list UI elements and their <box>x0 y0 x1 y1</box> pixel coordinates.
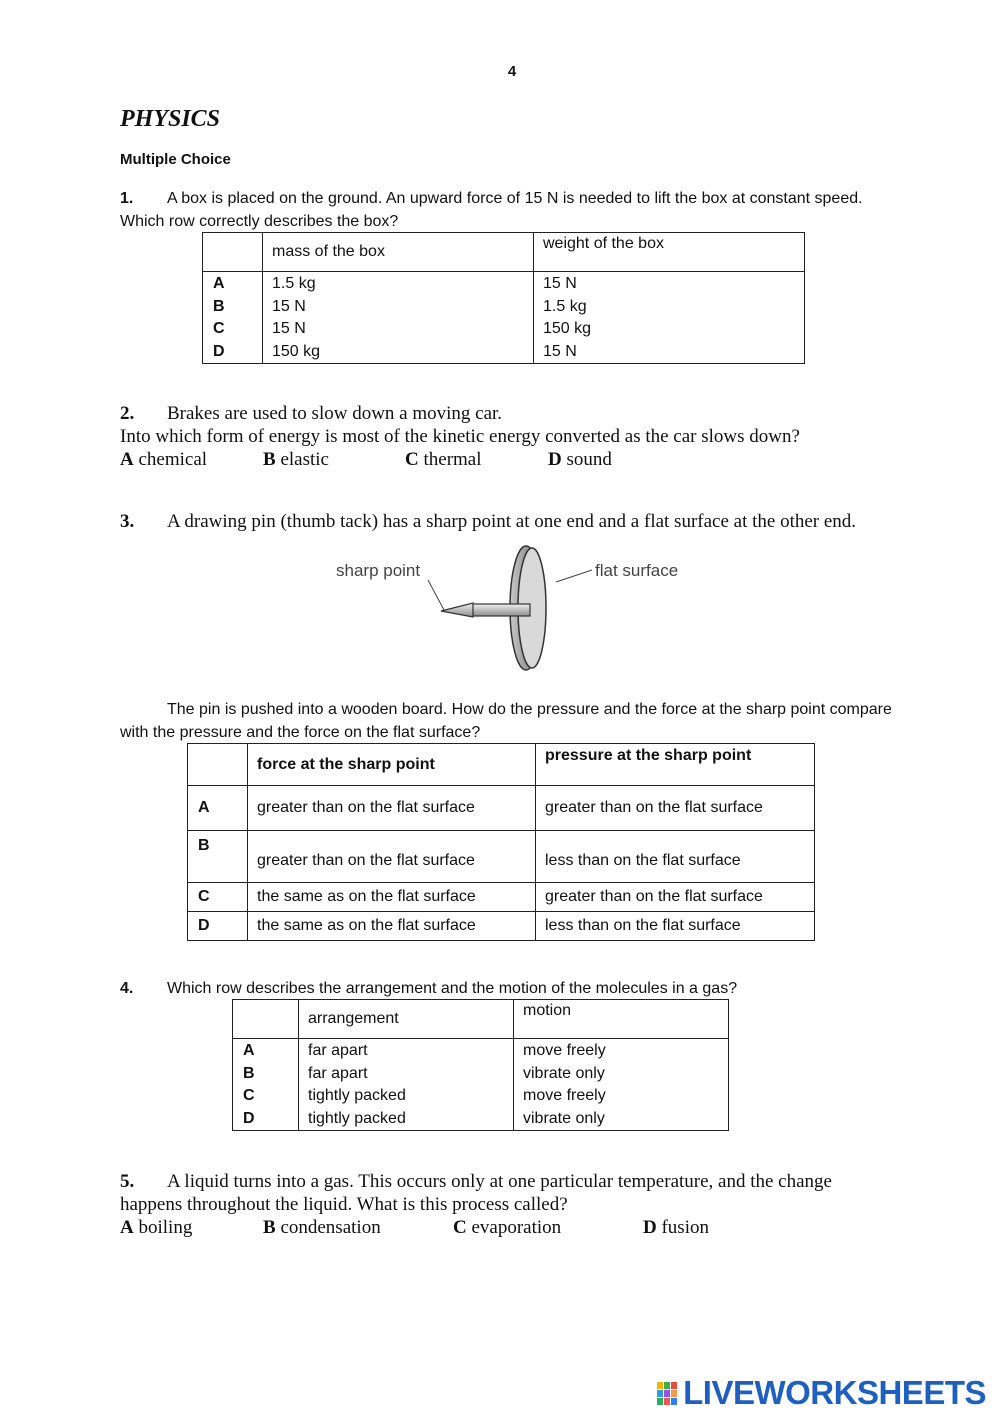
row-letter: D <box>188 912 248 941</box>
question-text: happens throughout the liquid. What is this process called? <box>120 1194 568 1215</box>
option-b: B condensation <box>263 1217 381 1238</box>
question-text: The pin is pushed into a wooden board. How do the pressure and the force at the sharp point compare with the pressure and the force on the flat surface? <box>120 701 892 741</box>
table-header: arrangement <box>299 1000 514 1039</box>
table-header: mass of the box <box>263 233 534 272</box>
column-weight: 15 N 1.5 kg 150 kg 15 N <box>534 272 805 364</box>
question-text: A liquid turns into a gas. This occurs only at one particular temperature, and the change <box>167 1171 832 1192</box>
row-letter: A <box>188 786 248 831</box>
table-cell: greater than on the flat surface <box>248 786 536 831</box>
option-a: A chemical <box>120 449 208 470</box>
liveworksheets-icon <box>657 1382 679 1406</box>
table-corner <box>188 744 248 786</box>
column-arrangement: far apart far apart tightly packed tightly packed <box>299 1039 514 1131</box>
flat-surface-leader <box>556 570 592 582</box>
table-cell: less than on the flat surface <box>536 831 815 883</box>
question-text: Into which form of energy is most of the kinetic energy converted as the car slows down? <box>120 426 800 447</box>
drawing-pin-diagram <box>320 540 720 680</box>
table-cell: less than on the flat surface <box>536 912 815 941</box>
page-number: 4 <box>507 63 517 80</box>
question-2 <box>120 402 920 448</box>
answer-table-q1 <box>202 232 805 364</box>
question-number: 1. <box>120 190 134 207</box>
table-cell: greater than on the flat surface <box>536 786 815 831</box>
option-d: D fusion <box>643 1217 709 1238</box>
label-sharp-point: sharp point <box>336 561 421 580</box>
pin-shaft <box>441 603 530 617</box>
row-letter: C <box>188 883 248 912</box>
question-number: 2. <box>120 403 135 424</box>
question-text: Which row describes the arrangement and the motion of the molecules in a gas? <box>167 980 738 997</box>
answer-table-q3 <box>187 743 815 941</box>
table-cell: greater than on the flat surface <box>536 883 815 912</box>
table-header: force at the sharp point <box>248 744 536 786</box>
table-corner <box>203 233 263 272</box>
sharp-point-leader <box>428 580 444 610</box>
question-3 <box>120 510 980 533</box>
question-text: A box is placed on the ground. An upward force of 15 N is needed to lift the box at constant speed. Which row correctly describes the box? <box>120 190 863 230</box>
question-text: A drawing pin (thumb tack) has a sharp point at one end and a flat surface at the other end. <box>167 511 857 532</box>
answer-table-q4 <box>232 999 729 1131</box>
question-number: 4. <box>120 980 134 997</box>
question-3-part2 <box>120 698 920 744</box>
question-4 <box>120 977 910 1000</box>
row-letter: B <box>188 831 248 883</box>
option-b: B elastic <box>263 449 329 470</box>
table-cell: the same as on the flat surface <box>248 912 536 941</box>
option-c: C thermal <box>405 449 482 470</box>
question-text: Brakes are used to slow down a moving car. <box>167 403 503 424</box>
option-d: D sound <box>548 449 612 470</box>
liveworksheets-logo <box>657 1374 986 1412</box>
table-header: weight of the box <box>534 233 805 272</box>
table-cell: the same as on the flat surface <box>248 883 536 912</box>
column-mass: 1.5 kg 15 N 15 N 150 kg <box>263 272 534 364</box>
question-number: 5. <box>120 1171 135 1192</box>
column-motion: move freely vibrate only move freely vibrate only <box>514 1039 729 1131</box>
question-5 <box>120 1170 920 1216</box>
section-subheading: Multiple Choice <box>120 151 231 168</box>
table-cell: greater than on the flat surface <box>248 831 536 883</box>
question-number: 3. <box>120 511 135 532</box>
question-1 <box>120 187 910 233</box>
label-flat-surface: flat surface <box>595 561 679 580</box>
row-letters: A B C D <box>203 272 263 364</box>
liveworksheets-wordmark: LIVEWORKSHEETS <box>683 1374 986 1411</box>
table-header: motion <box>514 1000 729 1039</box>
section-heading: PHYSICS <box>120 106 221 132</box>
table-corner <box>233 1000 299 1039</box>
row-letters: A B C D <box>233 1039 299 1131</box>
option-a: A boiling <box>120 1217 193 1238</box>
option-c: C evaporation <box>453 1217 562 1238</box>
table-header: pressure at the sharp point <box>536 744 815 786</box>
